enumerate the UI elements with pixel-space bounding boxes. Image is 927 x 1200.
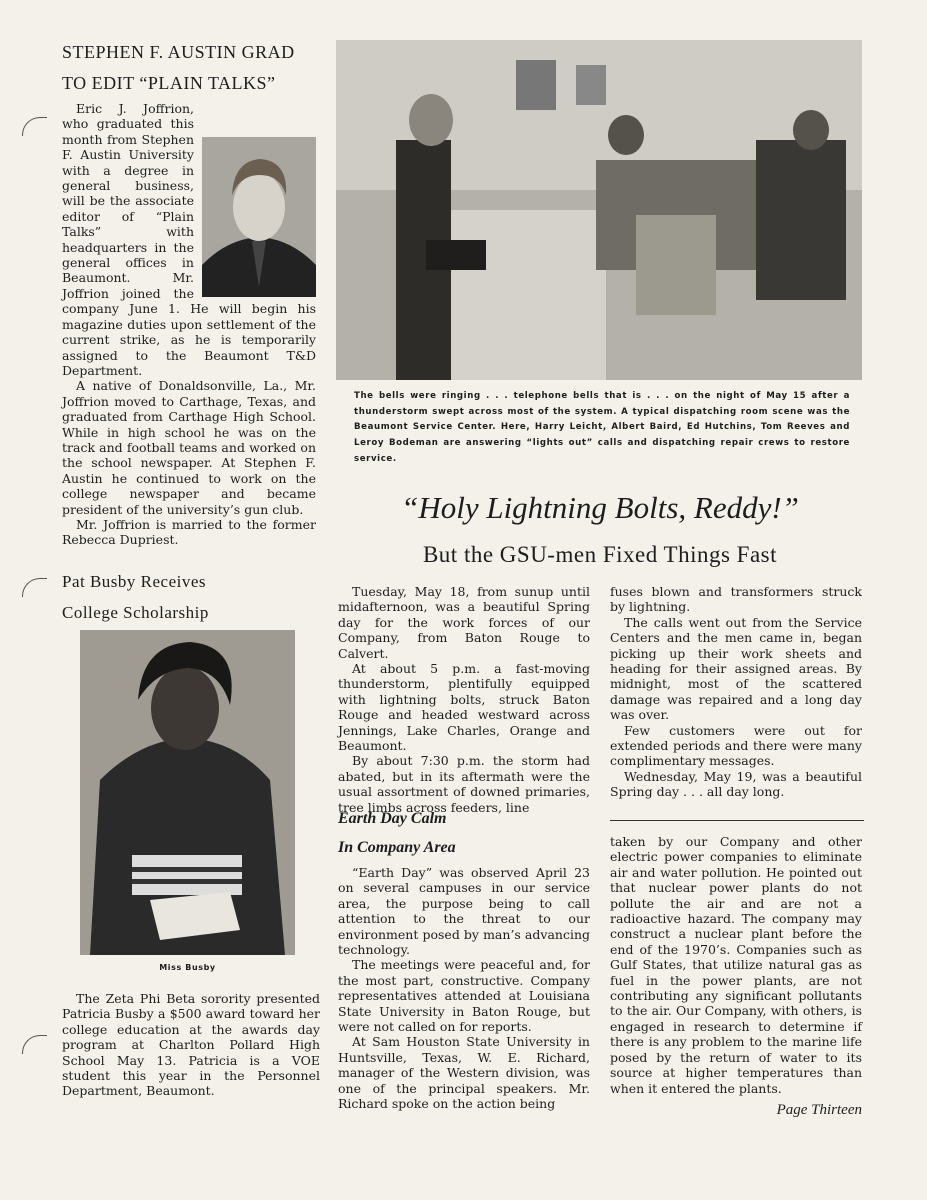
joffrion-headline: STEPHEN F. AUSTIN GRAD TO EDIT “PLAIN TALKS”	[62, 42, 295, 93]
busby-headline: Pat Busby Receives College Scholarship	[62, 572, 209, 622]
earthday-heading: Earth Day Calm In Company Area	[338, 810, 456, 856]
binder-hole-top	[22, 117, 47, 136]
busby-photo	[80, 630, 295, 955]
column-divider-rule	[610, 820, 864, 821]
lightning-column-2: fuses blown and transformers struck by lightning. The calls went out from the Service Centers and the men came in, began picking up their work sheets and heading for their assigned areas. By midnight, most of the scattered damage was repaired and a long day was over. Few customers were out for extended periods and there were many complimentary messages. Wednesday, May 19, was a beautiful Spring day . . . all day long.	[610, 584, 862, 800]
busby-article: The Zeta Phi Beta sorority presented Patricia Busby a $500 award toward her college education at the awards day program at Charlton Pollard High School May 13. Patricia is a VOE student this year in the Personnel Department, Beaumont.	[62, 991, 320, 1099]
earthday-column-1: “Earth Day” was observed April 23 on several campuses in our service area, the purpose being to call attention to the threat to our environment posed by man’s advancing technology. The meetings were peaceful and, for the most part, constructive. Company representatives attended at Louisiana State University in Baton Rouge, but were not called on for reports. At Sam Houston State University in Huntsville, Texas, W. E. Richard, manager of the Western division, was one of the principal speakers. Mr. Richard spoke on the action being	[338, 865, 590, 1112]
dispatch-photo-caption: The bells were ringing . . . telephone bells that is . . . on the night of May 15 after a thunderstorm swept across most of the system. A typical dispatching room scene was the Beaumont Service Center. Here, Harry Leicht, Albert Baird, Ed Hutchins, Tom Reeves and Leroy Bodeman are answering “lights out” calls and dispatching repair crews to restore service.	[354, 391, 850, 464]
lightning-column-1: Tuesday, May 18, from sunup until midafternoon, was a beautiful Spring day for the work forces of our Company, from Baton Rouge to Calvert. At about 5 p.m. a fast-moving thunderstorm, plentifully equipped with lightning bolts, struck Baton Rouge and headed westward across Jennings, Lake Charles, Orange and Beaumont. By about 7:30 p.m. the storm had abated, but in its aftermath were the usual assortment of downed primaries, tree limbs across feeders, line	[338, 584, 590, 815]
binder-hole-middle	[22, 578, 47, 597]
joffrion-portrait	[202, 137, 316, 297]
lightning-subtitle: But the GSU-men Fixed Things Fast	[422, 542, 778, 567]
lightning-title: “Holy Lightning Bolts, Reddy!”	[401, 490, 799, 525]
dispatch-room-photo	[336, 40, 862, 380]
joffrion-article: Eric J. Joffrion, who graduated this month from Stephen F. Austin University with a degree in general business, will be the associate editor of “Plain Talks” with headquarters in the general offices in Beaumont. Mr. Joffrion joined the company June 1. He will begin his magazine duties upon settlement of the current strike, as he is temporarily assigned to the Beaumont T&D Department. A native of Donaldsonville, La., Mr. Joffrion moved to Carthage, Texas, and graduated from Carthage High School. While in high school he was on the track and football teams and worked on the school newspaper. At Stephen F. Austin he continued to work on the college newspaper and became president of the university’s gun club. Mr. Joffrion is married to the former Rebecca Dupriest.	[62, 101, 316, 548]
busby-photo-caption: Miss Busby	[159, 963, 216, 972]
binder-hole-bottom	[22, 1035, 47, 1054]
earthday-column-2: taken by our Company and other electric power companies to eliminate air and water pollution. He pointed out that nuclear power plants do not pollute the air and are not a radioactive hazard. The company may construct a nuclear plant before the end of the 1970’s. Companies such as Gulf States, that utilize natural gas as fuel in the power plants, are not contributing any significant pollutants to the air. Our Company, with others, is engaged in research to determine if there is any problem to the marine life posed by the return of water to its source at higher temperatures than when it entered the plants.	[610, 834, 862, 1096]
page-number: Page Thirteen	[776, 1102, 862, 1118]
